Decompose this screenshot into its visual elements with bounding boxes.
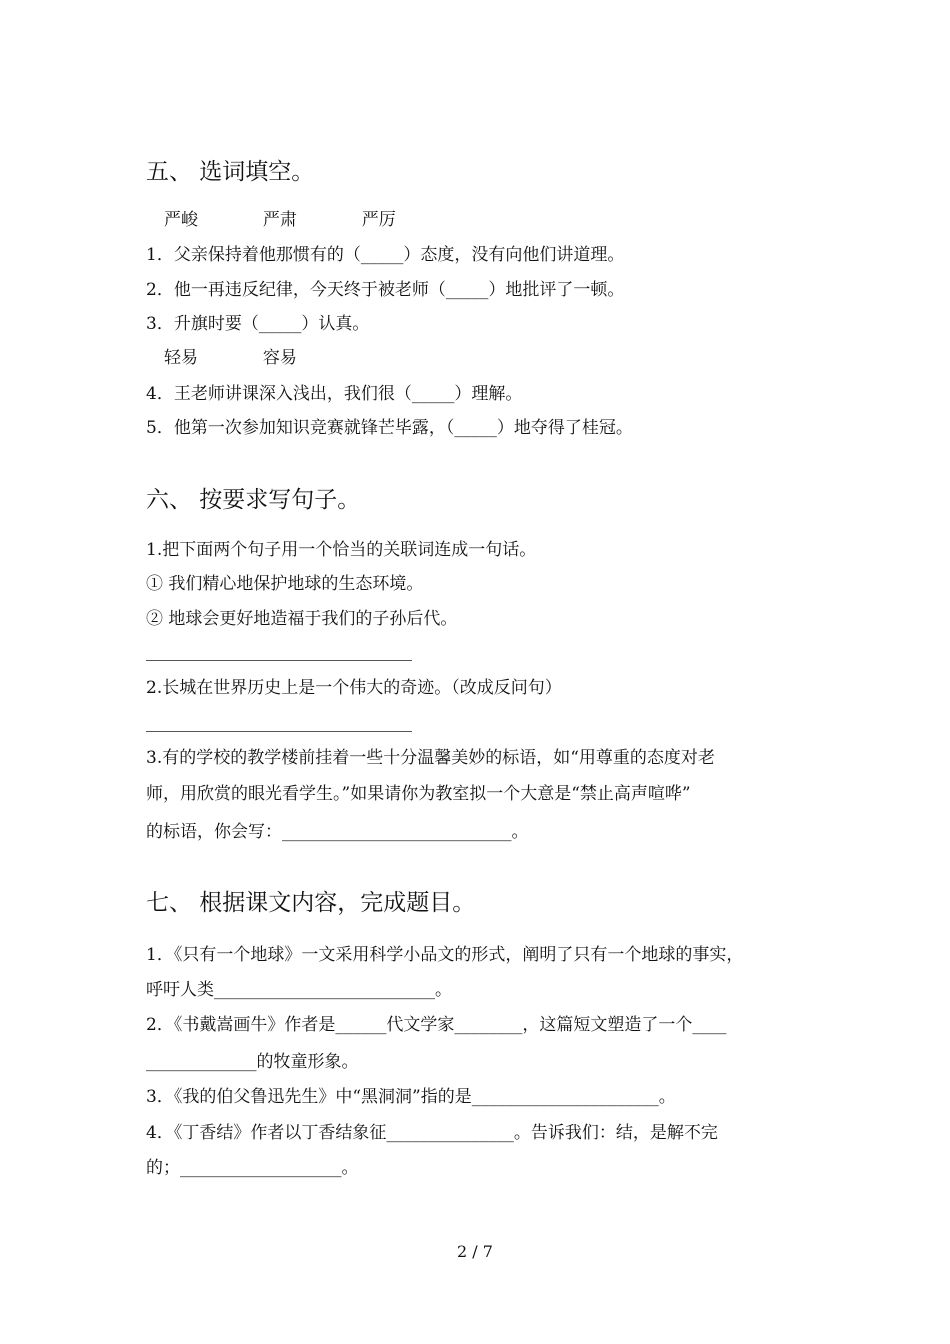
word-choices-b: 轻易 容易 — [164, 348, 297, 368]
question-six-3-line2: 师，用欣赏的眼光看学生。”如果请你为教室拟一个大意是“禁止高声喧哗” — [146, 784, 691, 804]
question-six-3-line1: 3.有的学校的教学楼前挂着一些十分温馨美妙的标语，如“用尊重的态度对老 — [146, 748, 715, 768]
question-five-4: 4．王老师讲课深入浅出，我们很（_____）理解。 — [146, 384, 523, 404]
word-choices-a: 严峻 严肃 严厉 — [164, 210, 396, 230]
question-five-1: 1．父亲保持着他那惯有的（_____）态度，没有向他们讲道理。 — [146, 245, 625, 265]
question-seven-2-line2: _____________的牧童形象。 — [146, 1052, 359, 1072]
question-six-3-line3: 的标语，你会写：___________________________。 — [146, 822, 529, 842]
sentence-two: ② 地球会更好地造福于我们的子孙后代。 — [146, 609, 458, 629]
sentence-one: ① 我们精心地保护地球的生态环境。 — [146, 574, 424, 594]
question-five-5: 5．他第一次参加知识竞赛就锋芒毕露，（_____）地夺得了桂冠。 — [146, 418, 633, 438]
question-seven-2-line1: 2．《书戴嵩画牛》作者是______代文学家________，这篇短文塑造了一个____ — [146, 1015, 727, 1035]
page-number: 2 / 7 — [457, 1242, 493, 1261]
question-seven-4-line2: 的；___________________。 — [146, 1158, 359, 1178]
question-six-1: 1.把下面两个句子用一个恰当的关联词连成一句话。 — [146, 540, 537, 560]
question-seven-4-line1: 4．《丁香结》作者以丁香结象征_______________。告诉我们：结，是解不完 — [146, 1123, 718, 1143]
section-six-heading: 六、 按要求写句子。 — [146, 487, 361, 513]
question-seven-1-line1: 1．《只有一个地球》一文采用科学小品文的形式，阐明了只有一个地球的事实， — [146, 945, 744, 965]
answer-line-1 — [146, 660, 412, 661]
question-seven-1-line2: 呼吁人类__________________________。 — [146, 980, 452, 1000]
question-five-2: 2．他一再违反纪律，今天终于被老师（_____）地批评了一顿。 — [146, 280, 625, 300]
question-six-2: 2.长城在世界历史上是一个伟大的奇迹。（改成反问句） — [146, 678, 562, 698]
question-seven-3: 3．《我的伯父鲁迅先生》中“黑洞洞”指的是______________________。 — [146, 1087, 676, 1107]
section-five-heading: 五、 选词填空。 — [146, 159, 315, 185]
section-seven-heading: 七、 根据课文内容，完成题目。 — [146, 890, 476, 916]
question-five-3: 3．升旗时要（_____）认真。 — [146, 314, 370, 334]
answer-line-2 — [146, 731, 412, 732]
